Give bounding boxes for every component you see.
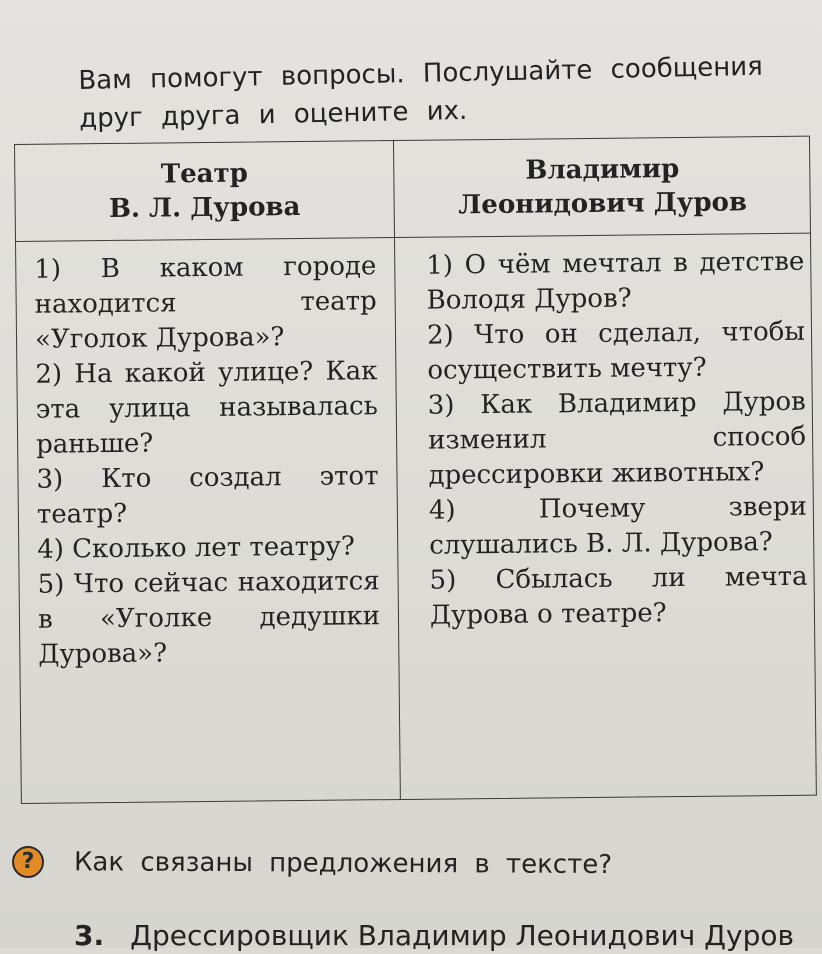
- left-header-line-1: Театр: [160, 158, 248, 190]
- task-number: 3.: [74, 919, 105, 952]
- left-question-5: 5) Что сейчас находится в «Уголке дедушки Дурова»?: [37, 566, 381, 670]
- task-3-text: Дрессировщик Владимир Леонидович Дуров: [130, 919, 794, 952]
- right-question-3: 3) Как Владимир Дуров изменил способ дрессировки животных?: [427, 386, 807, 491]
- table-column-divider: [393, 141, 401, 799]
- left-questions-list: [34, 249, 380, 673]
- left-question-2: 2) На какой улице? Как эта улица называлась раньше?: [35, 356, 378, 460]
- discussion-question-text: Как связаны предложения в тексте?: [73, 847, 613, 881]
- right-header-line-1: Владимир: [525, 154, 680, 186]
- left-question-3: 3) Кто создал этот театр?: [36, 461, 379, 530]
- question-icon: ?: [12, 846, 44, 878]
- left-question-1: 1) В каком городе находится театр «Уголок Дурова»?: [34, 251, 377, 355]
- questions-table: [14, 136, 817, 804]
- task-3-heading: [74, 918, 822, 954]
- intro-line-2: друг друга и оцените их.: [78, 95, 468, 134]
- discussion-question: [12, 844, 812, 884]
- right-header-line-2: Леонидович Дуров: [458, 187, 748, 221]
- intro-paragraph: [78, 47, 809, 138]
- right-column-header: [393, 137, 812, 237]
- left-column-header: [15, 141, 394, 241]
- right-question-2: 2) Что он сделал, чтобы осуществить мечту?: [426, 316, 806, 386]
- left-question-4: 4) Сколько лет театру?: [37, 531, 356, 565]
- right-questions-list: [426, 245, 808, 634]
- right-question-1: 1) О чём мечтал в детстве Володя Дуров?: [426, 246, 805, 316]
- right-question-5: 5) Сбылась ли мечта Дурова о театре?: [429, 561, 808, 631]
- intro-line-1: Вам помогут вопросы. Послушайте сообщения: [78, 51, 764, 96]
- left-header-line-2: В. Л. Дурова: [108, 192, 301, 225]
- right-question-4: 4) Почему звери слушались В. Л. Дурова?: [428, 491, 807, 561]
